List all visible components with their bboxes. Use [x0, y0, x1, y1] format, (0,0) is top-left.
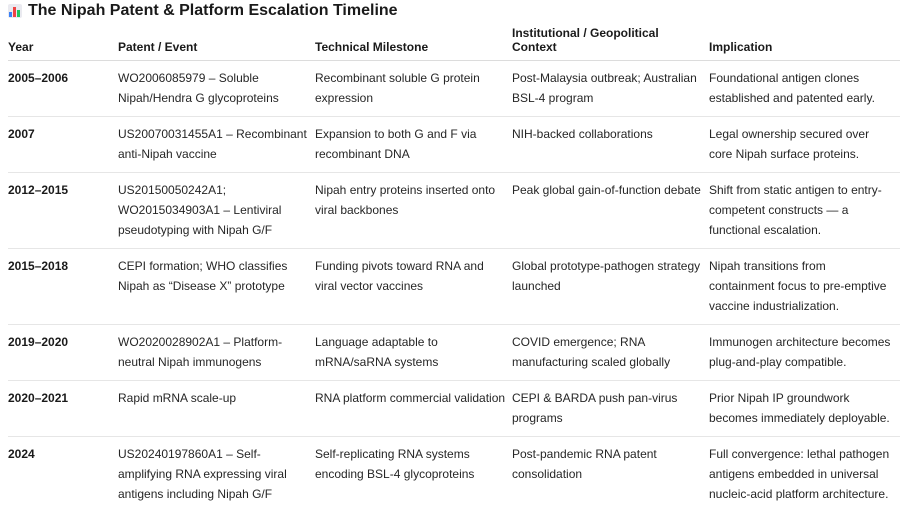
event-cell: US20070031455A1 – Recombinant anti-Nipah vaccine [118, 117, 315, 173]
column-header-milestone: Technical Milestone [315, 26, 512, 61]
event-cell: WO2006085979 – Soluble Nipah/Hendra G glycoproteins [118, 61, 315, 117]
column-header-year: Year [8, 26, 118, 61]
milestone-cell: RNA platform commercial validation [315, 381, 512, 437]
implication-cell: Nipah transitions from containment focus to pre-emptive vaccine industrialization. [709, 249, 900, 325]
year-cell: 2007 [8, 117, 118, 173]
header-row [8, 26, 900, 61]
year-cell: 2019–2020 [8, 325, 118, 381]
event-cell: WO2020028902A1 – Platform-neutral Nipah immunogens [118, 325, 315, 381]
implication-cell: Legal ownership secured over core Nipah surface proteins. [709, 117, 900, 173]
event-cell: CEPI formation; WHO classifies Nipah as “Disease X” prototype [118, 249, 315, 325]
year-cell: 2005–2006 [8, 61, 118, 117]
column-header-context: Institutional / Geopolitical Context [512, 26, 709, 61]
year-cell: 2020–2021 [8, 381, 118, 437]
table-body [8, 61, 900, 513]
implication-cell: Full convergence: lethal pathogen antigens embedded in universal nucleic-acid platform architecture. [709, 447, 890, 501]
table-row [8, 325, 900, 381]
timeline-table [8, 26, 900, 512]
year-cell: 2012–2015 [8, 173, 118, 249]
milestone-cell: Self-replicating RNA systems encoding BSL-4 glycoproteins [315, 447, 475, 481]
context-cell: COVID emergence; RNA manufacturing scaled globally [512, 325, 709, 381]
context-cell: CEPI & BARDA push pan-virus programs [512, 381, 709, 437]
table-row [8, 117, 900, 173]
table-header [8, 26, 900, 61]
implication-cell: Foundational antigen clones established and patented early. [709, 61, 900, 117]
milestone-cell: Recombinant soluble G protein expression [315, 61, 512, 117]
title-row [8, 0, 900, 22]
context-cell: Peak global gain-of-function debate [512, 173, 709, 249]
implication-cell: Shift from static antigen to entry-competent constructs — a functional escalation. [709, 173, 900, 249]
table-row [8, 61, 900, 117]
milestone-cell: Nipah entry proteins inserted onto viral backbones [315, 173, 512, 249]
table-row [8, 381, 900, 437]
table-row [8, 173, 900, 249]
table-row [8, 437, 900, 513]
column-header-implication: Implication [709, 26, 900, 61]
milestone-cell: Expansion to both G and F via recombinant DNA [315, 117, 512, 173]
event-cell: Rapid mRNA scale-up [118, 381, 315, 437]
year-cell: 2024 [8, 447, 35, 461]
implication-cell: Prior Nipah IP groundwork becomes immediately deployable. [709, 381, 900, 437]
milestone-cell: Funding pivots toward RNA and viral vector vaccines [315, 249, 512, 325]
event-cell: US20240197860A1 – Self-amplifying RNA expressing viral antigens including Nipah G/F [118, 447, 287, 501]
table-row [8, 249, 900, 325]
implication-cell: Immunogen architecture becomes plug-and-play compatible. [709, 325, 900, 381]
context-cell: Global prototype-pathogen strategy launched [512, 249, 709, 325]
page-title: The Nipah Patent & Platform Escalation Timeline [28, 2, 398, 19]
context-cell: Post-pandemic RNA patent consolidation [512, 447, 657, 481]
context-cell: Post-Malaysia outbreak; Australian BSL-4 program [512, 61, 709, 117]
column-header-event: Patent / Event [118, 26, 315, 61]
context-cell: NIH-backed collaborations [512, 117, 709, 173]
event-cell: US20150050242A1; WO2015034903A1 – Lentiviral pseudotyping with Nipah G/F [118, 173, 315, 249]
milestone-cell: Language adaptable to mRNA/saRNA systems [315, 325, 512, 381]
bar-chart-icon [8, 4, 22, 18]
year-cell: 2015–2018 [8, 249, 118, 325]
